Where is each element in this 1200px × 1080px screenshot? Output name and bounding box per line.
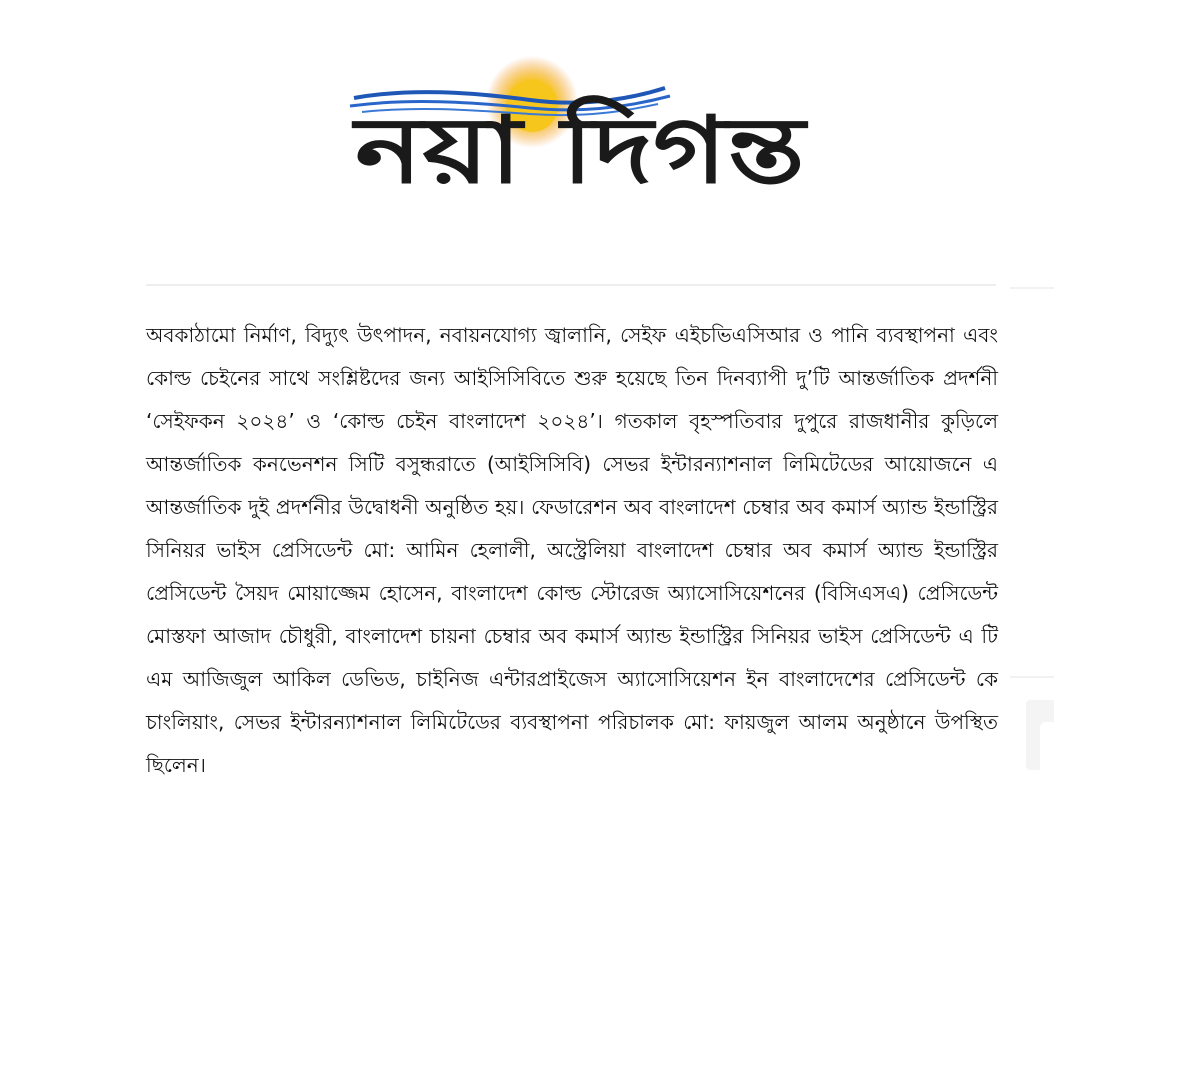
newspaper-logo[interactable] [340, 50, 820, 210]
sidebar-widget-inner [1040, 722, 1054, 770]
sidebar-widget[interactable] [1026, 700, 1054, 770]
logo-text: নয়া দিগন্ত [355, 96, 722, 204]
header-divider [146, 284, 996, 286]
article-body: অবকাঠামো নির্মাণ, বিদ্যুৎ উৎপাদন, নবায়নযোগ্য জ্বালানি, সেইফ এইচভিএসিআর ও পানি ব্যবস্থাপনা এবং কোল্ড চেইনের সাথে সংশ্লিষ্টদের জন্য আইসিসিবিতে শুরু হয়েছে তিন দিনব্যাপী দু’টি আন্তর্জাতিক প্রদর্শনী ‘সেইফকন ২০২৪’ ও ‘কোল্ড চেইন বাংলাদেশ ২০২৪’। গতকাল বৃহস্পতিবার দুপুরে রাজধানীর কুড়িলে আন্তর্জাতিক কনভেনশন সিটি বসুন্ধরাতে (আইসিসিবি) সেভর ইন্টারন্যাশনাল লিমিটেডের আয়োজনে এ আন্তর্জাতিক দুই প্রদর্শনীর উদ্বোধনী অনুষ্ঠিত হয়। ফেডারেশন অব বাংলাদেশ চেম্বার অব কমার্স অ্যান্ড ইন্ডাস্ট্রির সিনিয়র ভাইস প্রেসিডেন্ট মো: আমিন হেলালী, অস্ট্রেলিয়া বাংলাদেশ চেম্বার অব কমার্স অ্যান্ড ইন্ডাস্ট্রির প্রেসিডেন্ট সৈয়দ মোয়াজ্জেম হোসেন, বাংলাদেশ কোল্ড স্টোরেজ অ্যাসোসিয়েশনের (বিসিএসএ) প্রেসিডেন্ট মোস্তফা আজাদ চৌধুরী, বাংলাদেশ চায়না চেম্বার অব কমার্স অ্যান্ড ইন্ডাস্ট্রির সিনিয়র ভাইস প্রেসিডেন্ট এ টি এম আজিজুল আকিল ডেভিড, চাইনিজ এন্টারপ্রাইজেস অ্যাসোসিয়েশন ইন বাংলাদেশের প্রেসিডেন্ট কে চাংলিয়াং, সেভর ইন্টারন্যাশনাল লিমিটেডের ব্যবস্থাপনা পরিচালক মো: ফায়জুল আলম অনুষ্ঠানে উপস্থিত ছিলেন। [146, 323, 998, 777]
sidebar-divider-bottom [1010, 676, 1054, 678]
sidebar-divider-top [1010, 287, 1054, 289]
